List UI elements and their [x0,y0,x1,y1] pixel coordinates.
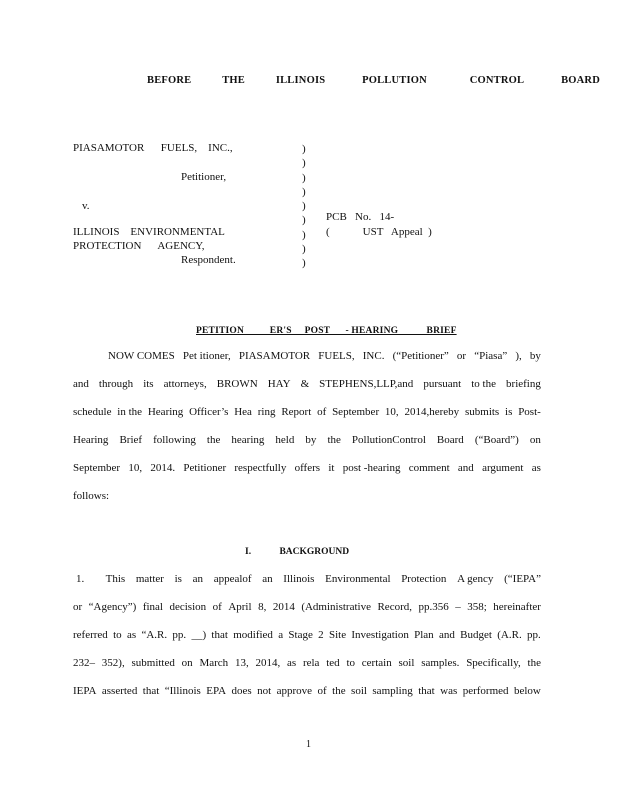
text-word: submitted [131,657,175,669]
text-word: 10, [128,462,143,474]
text-word: April [228,601,252,613]
text-word: Report [281,406,312,418]
text-word: matter [135,573,164,585]
case-type: ( UST Appeal ) [326,226,432,238]
text-word: and [457,462,474,474]
text-word: “Illinois [164,685,201,697]
brief-title: PETITION ER'S POST - HEARING BRIEF [196,326,457,336]
text-word: schedule [73,406,112,418]
board-title-word: BOARD [561,75,600,86]
text-word: sampling [372,685,413,697]
text-word: 2014. [150,462,176,474]
section-heading [245,547,349,557]
caption-paren: ) [302,228,306,241]
text-word: as [287,657,297,669]
text-word: is [505,406,513,418]
text-line [73,601,541,613]
text-word: (Administrative [301,601,371,613]
board-title-word: CONTROL [469,75,525,86]
text-word: 10, [384,406,399,418]
text-word: on [181,657,193,669]
text-line [76,573,541,585]
text-word: 232– [73,657,95,669]
text-word: rela [302,657,320,669]
text-word: submits [464,406,500,418]
text-word: 352), [101,657,125,669]
board-title-word: POLLUTION [362,75,427,86]
text-word: was [440,685,458,697]
section-title: BACKGROUND [279,547,350,557]
caption-paren: ) [302,157,306,170]
text-word: certain [361,657,392,669]
text-word: the [332,685,346,697]
text-word: ), [515,350,522,362]
text-word: following [153,434,196,446]
text-word: it [328,462,335,474]
text-word: to [113,629,122,641]
text-word: appealof [213,573,252,585]
text-word: Board [436,434,464,446]
text-word: Specifically, [466,657,521,669]
section-number: I. [245,547,252,557]
text-word: Budget [460,629,492,641]
text-word: Hearing [73,434,109,446]
text-word: Plan [414,629,434,641]
caption-paren: ) [302,257,306,270]
text-word: 1. [76,573,85,585]
text-word: performed [462,685,509,697]
text-word: pp. [172,629,187,641]
text-word: Stage [288,629,313,641]
caption-paren: ) [302,214,306,227]
text-word: This [105,573,126,585]
text-word: 13, [234,657,249,669]
text-word: referred [73,629,108,641]
text-line [73,490,541,502]
text-word: Hea [234,406,252,418]
text-word: is [174,573,182,585]
text-word: EPA [206,685,227,697]
text-word: Post- [518,406,541,418]
text-word: in the [117,406,143,418]
text-line [108,350,541,362]
text-word: Investigation [351,629,409,641]
text-word: March [199,657,229,669]
text-word: the [206,434,221,446]
text-word: a [278,629,284,641]
text-word: or [456,350,467,362]
text-word: final [142,601,163,613]
text-word: on [529,434,541,446]
text-word: – [455,601,461,613]
caption-paren: ) [302,171,306,184]
caption-paren: ) [302,243,306,256]
text-word: that [418,685,435,697]
text-word: attorneys, [163,378,207,390]
text-word: or [73,601,83,613]
text-word: argument [482,462,524,474]
text-word: 358; [467,601,487,613]
text-word: by [305,434,317,446]
text-word: ted [326,657,340,669]
text-word: Site [328,629,347,641]
text-word: (“Petitioner” [392,350,449,362]
text-word: A gency [457,573,494,585]
text-word: approve [276,685,313,697]
text-word: Protection [401,573,447,585]
text-word: that [211,629,228,641]
text-word: briefing [506,378,541,390]
versus-label: v. [82,200,90,212]
text-word: Brief [119,434,143,446]
text-word: “Piasa” [474,350,508,362]
text-word: of [317,685,327,697]
text-word: by [529,350,541,362]
text-word: an [192,573,204,585]
caption-paren: ) [302,200,306,213]
text-word: (“IEPA” [504,573,541,585]
text-word: “A.R. [141,629,168,641]
text-word: that [142,685,160,697]
text-word: pp.356 [418,601,449,613]
text-word: as [531,462,541,474]
text-word: asserted [101,685,138,697]
respondent-role: Respondent. [181,254,236,266]
text-word: decision [169,601,207,613]
text-word: hearing [231,434,265,446]
text-word: comment [408,462,450,474]
text-word: of [212,601,222,613]
case-number: PCB No. 14- [326,211,395,223]
text-word: the [327,434,341,446]
text-word: of [317,406,327,418]
text-line [73,434,541,446]
text-word: 2014, [255,657,281,669]
text-word: Pet itioner, [182,350,231,362]
text-word: 2014,hereby [404,406,460,418]
text-word: and [73,378,89,390]
board-title-word: BEFORE [147,75,192,86]
text-word: Officer’s [189,406,229,418]
text-word: to [346,657,356,669]
text-word: NOW COMES [108,350,175,362]
text-word: (A.R. [497,629,522,641]
text-line [73,462,541,474]
text-word: soil [351,685,367,697]
text-line [73,657,541,669]
text-word: INC. [362,350,385,362]
text-word: hereinafter [493,601,541,613]
board-title-word: ILLINOIS [275,75,326,86]
text-word: 2 [318,629,324,641]
text-word: BROWN [216,378,258,390]
text-word: Petitioner [183,462,227,474]
page-number: 1 [306,739,311,750]
text-word: samples. [421,657,460,669]
text-word: and [438,629,455,641]
text-word: post -hearing [342,462,401,474]
text-word: modified [233,629,273,641]
text-line [73,685,541,697]
text-word: soil [398,657,415,669]
petitioner-role: Petitioner, [181,171,227,183]
board-title-word: THE [222,75,245,86]
respondent-name-line1: ILLINOIS ENVIRONMENTAL [73,226,225,238]
text-word: Environmental [325,573,391,585]
text-word: IEPA [73,685,97,697]
text-word: through [98,378,134,390]
text-line [73,406,541,418]
text-word: an [262,573,273,585]
text-word: its [143,378,154,390]
text-word: pp. [527,629,541,641]
text-word: pursuant [423,378,462,390]
text-word: not [257,685,272,697]
caption-paren: ) [302,143,306,155]
text-word: 8, [258,601,267,613]
respondent-name-line2: PROTECTION AGENCY, [73,240,205,252]
text-word: offers [294,462,321,474]
text-word: the [527,657,541,669]
text-line [73,378,541,390]
text-word: PollutionControl [351,434,426,446]
text-word: 2014 [272,601,295,613]
text-word: Hearing [147,406,184,418]
text-word: September [332,406,380,418]
text-word: __) [191,629,207,641]
text-word: below [513,685,541,697]
text-word: “Agency”) [88,601,137,613]
text-word: September [73,462,121,474]
caption-parentheses [302,142,306,271]
text-word: ring [257,406,276,418]
text-word: Record, [377,601,412,613]
text-word: as [126,629,137,641]
text-word: HAY [267,378,291,390]
text-word: held [275,434,295,446]
text-word: (“Board”) [474,434,519,446]
text-word: FUELS, [318,350,355,362]
text-word: Illinois [283,573,315,585]
text-word: & [300,378,310,390]
text-word: to the [471,378,496,390]
text-word: respectfully [234,462,287,474]
caption-paren: ) [302,185,306,198]
text-line [73,629,541,641]
text-word: STEPHENS,LLP,and [319,378,414,390]
text-word: PIASAMOTOR [238,350,311,362]
text-word: follows: [73,490,110,502]
text-word: does [231,685,252,697]
board-title [147,75,618,86]
petitioner-name: PIASAMOTOR FUELS, INC., [73,142,233,154]
